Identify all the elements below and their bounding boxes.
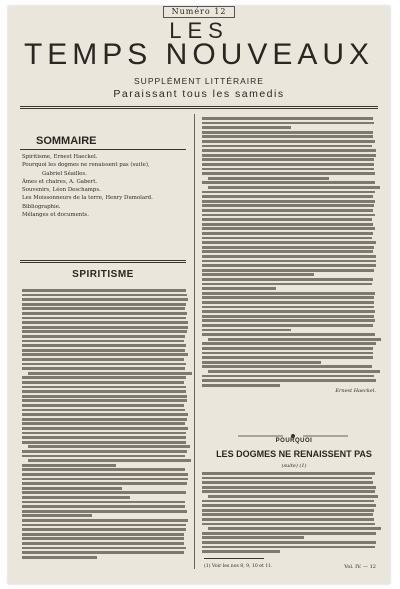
toc-entry: Âmes et chaires, A. Gabert. bbox=[22, 178, 98, 185]
footnote: (1) Voir les nos 8, 9, 10 et 11. bbox=[204, 564, 273, 569]
text-line bbox=[208, 338, 381, 341]
text-line bbox=[202, 250, 373, 253]
text-line bbox=[22, 556, 97, 559]
text-line bbox=[22, 386, 186, 389]
newspaper-page bbox=[8, 6, 390, 584]
text-line bbox=[22, 547, 186, 550]
text-line bbox=[202, 214, 375, 217]
text-line bbox=[208, 370, 380, 373]
text-line bbox=[22, 482, 187, 485]
text-line bbox=[202, 140, 375, 143]
masthead-title-line1: LES bbox=[169, 18, 229, 43]
text-line bbox=[202, 135, 373, 138]
article-heading-dogmes: LES DOGMES NE RENAISSENT PAS bbox=[216, 449, 372, 459]
section-rule bbox=[20, 260, 186, 261]
text-line bbox=[22, 436, 186, 439]
text-line bbox=[202, 273, 314, 276]
text-line bbox=[202, 523, 375, 526]
text-line bbox=[202, 379, 376, 382]
text-line bbox=[202, 310, 375, 313]
masthead-title: TEMPS NOUVEAUX bbox=[23, 38, 375, 71]
text-line bbox=[22, 427, 188, 430]
masthead-rule-thin bbox=[20, 108, 378, 109]
text-line bbox=[22, 537, 184, 540]
text-line bbox=[202, 342, 376, 345]
text-line bbox=[202, 536, 304, 539]
toc-entry: Mélanges et documents. bbox=[22, 212, 89, 219]
text-line bbox=[22, 432, 186, 435]
text-line bbox=[22, 298, 188, 301]
text-line bbox=[202, 145, 372, 148]
text-line bbox=[202, 168, 374, 171]
text-line bbox=[22, 335, 185, 338]
text-line bbox=[28, 372, 192, 375]
text-line bbox=[22, 496, 130, 499]
text-line bbox=[202, 237, 372, 240]
text-line bbox=[22, 330, 187, 333]
text-line bbox=[202, 195, 373, 198]
text-line bbox=[202, 472, 375, 475]
text-line bbox=[22, 468, 185, 471]
text-line bbox=[202, 126, 291, 129]
text-line bbox=[22, 399, 187, 402]
text-line bbox=[22, 422, 185, 425]
text-line bbox=[202, 513, 373, 516]
section-rule-thin bbox=[20, 262, 186, 263]
text-line bbox=[202, 172, 375, 175]
text-line bbox=[22, 551, 184, 554]
text-line bbox=[22, 312, 187, 315]
article-signature: Ernest Haeckel. bbox=[335, 388, 376, 394]
text-line bbox=[202, 481, 373, 484]
toc-entry: Les Moissonneurs de la terre, Henry Dumolard. bbox=[22, 195, 153, 202]
toc-entry: Pourquoi les dogmes ne renaissent pas (suite), bbox=[22, 162, 150, 169]
text-line bbox=[202, 246, 374, 249]
text-line bbox=[22, 510, 187, 513]
text-line bbox=[22, 533, 184, 536]
text-line bbox=[22, 390, 186, 393]
text-line bbox=[202, 509, 374, 512]
text-line bbox=[22, 353, 188, 356]
text-line bbox=[202, 296, 374, 299]
text-line bbox=[22, 376, 186, 379]
volume-number: Vol. IV. — 12 bbox=[344, 564, 376, 570]
text-line bbox=[202, 347, 373, 350]
text-line bbox=[202, 241, 376, 244]
text-line bbox=[22, 524, 186, 527]
text-line bbox=[202, 333, 375, 336]
masthead-subtitle: SUPPLÉMENT LITTÉRAIRE bbox=[134, 76, 264, 86]
text-line bbox=[202, 209, 373, 212]
text-line bbox=[202, 306, 374, 309]
text-line bbox=[202, 264, 376, 267]
text-line bbox=[202, 149, 376, 152]
text-line bbox=[202, 541, 376, 544]
text-line bbox=[22, 367, 185, 370]
footnote-rule bbox=[204, 558, 264, 559]
text-line bbox=[202, 518, 374, 521]
toc-entry: Spiritisme, Ernest Haeckel. bbox=[22, 154, 98, 160]
text-line bbox=[22, 358, 184, 361]
toc-entry: Gabriel Séailles. bbox=[42, 170, 87, 177]
text-line bbox=[22, 344, 186, 347]
text-line bbox=[202, 375, 374, 378]
sommaire-list bbox=[22, 153, 190, 219]
text-line bbox=[208, 527, 381, 530]
text-line bbox=[202, 232, 373, 235]
text-line bbox=[22, 450, 187, 453]
text-line bbox=[22, 514, 92, 517]
text-line bbox=[202, 292, 375, 295]
text-line bbox=[202, 131, 373, 134]
text-line bbox=[202, 532, 376, 535]
text-line bbox=[202, 218, 372, 221]
masthead-tagline: Paraissant tous les samedis bbox=[113, 88, 285, 100]
text-line bbox=[22, 340, 184, 343]
text-line bbox=[202, 163, 374, 166]
text-line bbox=[202, 356, 373, 359]
sommaire-heading: SOMMAIRE bbox=[36, 135, 97, 147]
text-line bbox=[202, 283, 372, 286]
text-line bbox=[202, 181, 375, 184]
text-line bbox=[202, 486, 376, 489]
column-divider bbox=[194, 114, 195, 569]
text-line bbox=[22, 303, 186, 306]
text-line bbox=[202, 361, 321, 364]
text-line bbox=[22, 381, 184, 384]
text-line bbox=[28, 459, 191, 462]
text-line bbox=[202, 122, 374, 125]
text-line bbox=[202, 504, 376, 507]
text-line bbox=[22, 528, 186, 531]
text-line bbox=[22, 307, 185, 310]
text-line bbox=[202, 287, 276, 290]
issue-number: Numéro 12 bbox=[8, 6, 390, 18]
text-line bbox=[202, 278, 373, 281]
text-line bbox=[22, 321, 188, 324]
text-line bbox=[22, 519, 188, 522]
text-line bbox=[22, 491, 186, 494]
masthead-rule bbox=[20, 106, 378, 107]
toc-entry: Bibliographie. bbox=[22, 203, 61, 210]
text-line bbox=[22, 501, 185, 504]
text-line bbox=[22, 294, 187, 297]
text-line bbox=[202, 500, 374, 503]
text-line bbox=[22, 395, 187, 398]
text-line bbox=[22, 487, 122, 490]
text-line bbox=[202, 154, 376, 157]
text-line bbox=[202, 260, 376, 263]
text-line bbox=[22, 455, 185, 458]
text-line bbox=[22, 326, 188, 329]
text-line bbox=[202, 191, 375, 194]
text-line bbox=[202, 200, 375, 203]
article-suite: (suite) (1) bbox=[281, 463, 307, 469]
text-line bbox=[202, 490, 375, 493]
text-line bbox=[28, 445, 190, 448]
text-line bbox=[202, 352, 373, 355]
text-line bbox=[202, 223, 373, 226]
text-line bbox=[208, 495, 378, 498]
text-line bbox=[22, 413, 188, 416]
text-line bbox=[202, 204, 374, 207]
text-line bbox=[22, 464, 116, 467]
text-line bbox=[208, 186, 380, 189]
text-line bbox=[22, 404, 184, 407]
text-line bbox=[22, 317, 186, 320]
text-line bbox=[202, 550, 280, 553]
text-line bbox=[22, 349, 185, 352]
text-line bbox=[22, 363, 186, 366]
text-line bbox=[202, 324, 373, 327]
text-line bbox=[22, 505, 185, 508]
text-line bbox=[22, 418, 187, 421]
article-heading-spiritisme: SPIRITISME bbox=[72, 269, 134, 280]
text-line bbox=[202, 269, 374, 272]
text-line bbox=[202, 255, 376, 258]
text-line bbox=[22, 542, 184, 545]
text-line bbox=[202, 329, 291, 332]
text-line bbox=[208, 177, 329, 180]
text-line bbox=[202, 117, 373, 120]
text-line bbox=[202, 319, 375, 322]
text-line bbox=[202, 365, 372, 368]
text-line bbox=[202, 477, 372, 480]
toc-entry: Souvenirs, Léon Deschamps. bbox=[22, 187, 101, 194]
text-line bbox=[202, 158, 374, 161]
text-line bbox=[202, 546, 375, 549]
text-line bbox=[202, 384, 280, 387]
article-kicker: POURQUOI bbox=[275, 438, 313, 444]
text-line bbox=[22, 478, 188, 481]
text-line bbox=[22, 409, 185, 412]
text-line bbox=[202, 315, 374, 318]
sommaire-rule bbox=[20, 149, 186, 150]
text-line bbox=[202, 227, 375, 230]
text-line bbox=[22, 473, 188, 476]
text-line bbox=[22, 289, 186, 292]
text-line bbox=[22, 441, 186, 444]
text-line bbox=[202, 301, 374, 304]
